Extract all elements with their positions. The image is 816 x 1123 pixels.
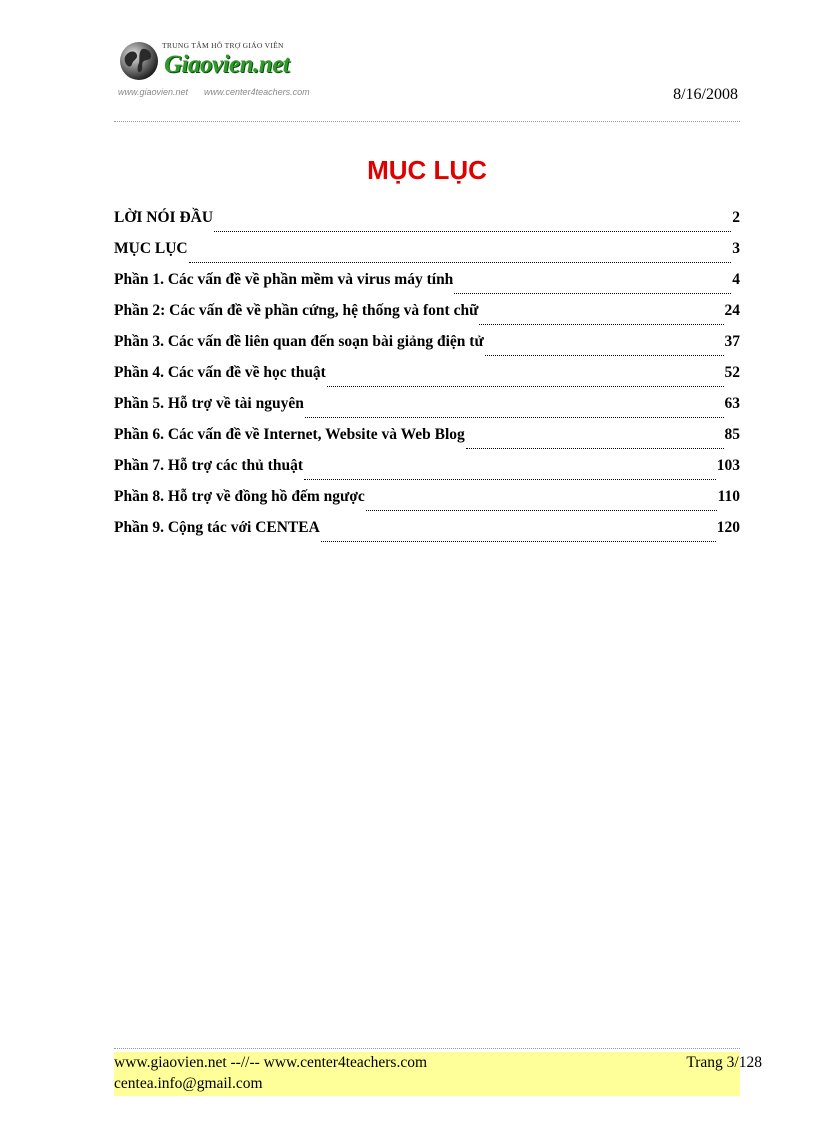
toc-leader-dots bbox=[327, 385, 724, 387]
toc-entry[interactable] bbox=[114, 395, 740, 426]
logo-wordmark: Giaovien.net bbox=[164, 51, 290, 78]
toc-entry-page: 52 bbox=[724, 364, 740, 381]
toc-entry-label: Phần 9. Cộng tác với CENTEA bbox=[114, 519, 320, 536]
page-number: Trang 3/128 bbox=[686, 1054, 762, 1071]
toc-leader-dots bbox=[304, 478, 716, 480]
toc-entry[interactable] bbox=[114, 333, 740, 364]
page-footer bbox=[114, 1052, 762, 1096]
toc-entry[interactable] bbox=[114, 240, 740, 271]
toc-entry[interactable] bbox=[114, 302, 740, 333]
toc-leader-dots bbox=[366, 509, 717, 511]
table-of-contents bbox=[114, 209, 740, 550]
page-header bbox=[114, 36, 740, 103]
toc-entry-page: 63 bbox=[724, 395, 740, 412]
toc-entry-page: 3 bbox=[732, 240, 740, 257]
toc-entry-label: MỤC LỤC bbox=[114, 240, 188, 257]
toc-entry-page: 103 bbox=[716, 457, 740, 474]
toc-entry-page: 2 bbox=[732, 209, 740, 226]
toc-entry[interactable] bbox=[114, 457, 740, 488]
logo-urls bbox=[118, 87, 310, 97]
toc-entry[interactable] bbox=[114, 209, 740, 240]
toc-entry-page: 24 bbox=[724, 302, 740, 319]
toc-leader-dots bbox=[189, 261, 732, 263]
toc-entry-label: Phần 4. Các vấn đề về học thuật bbox=[114, 364, 326, 381]
globe-logo-icon bbox=[118, 40, 160, 82]
toc-leader-dots bbox=[305, 416, 724, 418]
toc-entry-label: Phần 1. Các vấn đề về phần mềm và virus máy tính bbox=[114, 271, 454, 288]
toc-leader-dots bbox=[214, 230, 731, 232]
toc-entry-label: LỜI NÓI ĐẦU bbox=[114, 209, 214, 226]
toc-entry-page: 85 bbox=[724, 426, 740, 443]
toc-entry-label: Phần 5. Hỗ trợ về tài nguyên bbox=[114, 395, 304, 412]
header-divider bbox=[114, 121, 740, 122]
toc-entry-label: Phần 7. Hỗ trợ các thủ thuật bbox=[114, 457, 303, 474]
page-title: MỤC LỤC bbox=[367, 155, 487, 185]
toc-entry-label: Phần 8. Hỗ trợ về đồng hồ đếm ngược bbox=[114, 488, 365, 505]
toc-entry[interactable] bbox=[114, 519, 740, 550]
toc-entry-page: 4 bbox=[732, 271, 740, 288]
toc-leader-dots bbox=[479, 323, 723, 325]
toc-leader-dots bbox=[454, 292, 731, 294]
logo-url-center4teachers: www.center4teachers.com bbox=[204, 87, 310, 97]
toc-entry-page: 110 bbox=[717, 488, 740, 505]
toc-leader-dots bbox=[466, 447, 724, 449]
toc-entry[interactable] bbox=[114, 426, 740, 457]
footer-divider bbox=[114, 1048, 740, 1049]
footer-websites: www.giaovien.net --//-- www.center4teachers.com bbox=[114, 1054, 428, 1071]
toc-entry[interactable] bbox=[114, 364, 740, 395]
toc-entry-label: Phần 6. Các vấn đề về Internet, Website và Web Blog bbox=[114, 426, 465, 443]
toc-entry-page: 37 bbox=[724, 333, 740, 350]
toc-leader-dots bbox=[485, 354, 724, 356]
logo-url-giaovien: www.giaovien.net bbox=[118, 87, 189, 97]
toc-leader-dots bbox=[321, 540, 716, 542]
toc-entry-label: Phần 2: Các vấn đề về phần cứng, hệ thống và font chữ bbox=[114, 302, 479, 319]
toc-entry[interactable] bbox=[114, 488, 740, 519]
toc-entry-label: Phần 3. Các vấn đề liên quan đến soạn bài giảng điện tử bbox=[114, 333, 484, 350]
toc-entry-page: 120 bbox=[716, 519, 740, 536]
footer-email: centea.info@gmail.com bbox=[114, 1075, 263, 1092]
toc-entry[interactable] bbox=[114, 271, 740, 302]
header-date: 8/16/2008 bbox=[673, 86, 738, 103]
logo-tagline: TRUNG TÂM HỖ TRỢ GIÁO VIÊN bbox=[162, 41, 284, 50]
